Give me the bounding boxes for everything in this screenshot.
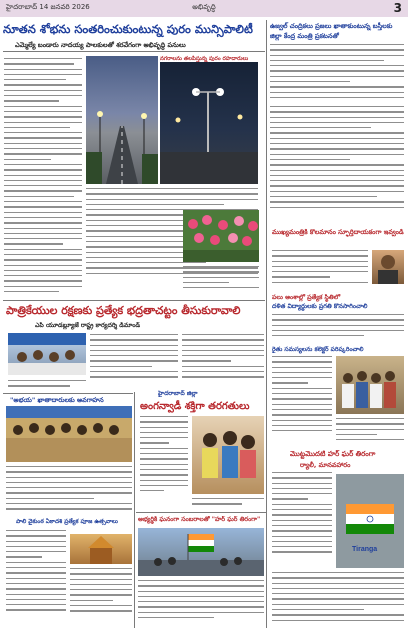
- column-divider-right: [266, 20, 267, 628]
- bottom-right-article-2: [272, 572, 404, 626]
- lamp-post-icon: [160, 62, 258, 184]
- lead-article-col1: [4, 58, 82, 298]
- police-subhead: ఎపి యూడబ్ల్యూజే రాష్ట్ర కార్యదర్శి డిమాండ్: [35, 322, 141, 329]
- bottom-centre-article: [138, 580, 264, 626]
- crowd-icon: [6, 406, 132, 462]
- awareness-article: [6, 466, 132, 516]
- sports-headline: ముఖ్యమంత్రికి కొలమానం స్ఫూర్తిదాయకంగా ఇవ్వండి: [272, 228, 404, 236]
- children-icon: [192, 416, 264, 494]
- village-headline: రైతు సమస్యలను కలెక్టర్ పరిష్కరించాలి: [272, 346, 364, 353]
- middle-article: [183, 266, 259, 296]
- children-headline: అంగన్వాడీ శక్తిగా తరగతులు: [140, 401, 250, 412]
- meeting-icon: [8, 333, 86, 375]
- right-top-subhead: జిల్లా కేంద్ర మంత్రి ప్రకటనతో: [270, 32, 339, 40]
- awareness-rule: [3, 393, 133, 394]
- awareness-headline: "అభయ" ఖాతాదారులకు అవగాహన: [10, 396, 104, 404]
- bottom-right-subhead: ర్యాలీ, మానవహారం: [300, 461, 351, 469]
- bottom-centre-headline: అభ్యర్థికి ఘనంగా సంబరాలతో "హర్ ఘర్ తిరంగా": [138, 516, 261, 523]
- page-number: 3: [393, 1, 402, 15]
- flower-icon: [183, 210, 259, 262]
- flag-event-photo: [138, 528, 264, 576]
- right-column-article: [270, 106, 404, 224]
- lead-headline: నూతన శోభను సంతరించుకుంటున్న పురం మున్సిపాలిటీ: [3, 22, 253, 36]
- street-lamp-icon: [86, 56, 158, 184]
- police-rule-top: [3, 300, 265, 301]
- temple-photo: [70, 534, 132, 564]
- children-article-2: [192, 498, 264, 508]
- bottom-left-article: [6, 530, 66, 624]
- page-header: [0, 0, 408, 17]
- children-photo: [192, 416, 264, 494]
- right-top-headline: ఉజ్వల్ చంద్రికలు ప్రజలు ఖాతాకుంటున్న బస్తీలకు: [270, 22, 393, 30]
- bottom-left-article-2: [70, 568, 132, 624]
- flag-icon: [336, 474, 404, 568]
- header-section: అభివృద్ధి: [192, 3, 216, 11]
- right-top-article: [270, 44, 404, 104]
- village-photo: [336, 356, 404, 414]
- right-mid-subhead: దళిత విద్యార్థులకు ప్రగతి కొనసాగించాలి: [272, 303, 368, 310]
- person-icon: [372, 250, 404, 284]
- bottom-right-article: [272, 472, 332, 568]
- column-divider-left: [134, 392, 135, 628]
- press-meeting-photo: [8, 333, 86, 375]
- bottom-left-headline: పాలి వైకుంఠ ఏకాదశి ప్రత్యేక పూజ ఉత్సవాలు: [16, 519, 118, 525]
- flag-icon: [138, 528, 264, 576]
- right-mid-headline: పలు అంశాల్లో ప్రత్యేక స్థితిలో: [272, 294, 341, 301]
- header-date: హైదరాబాద్ 14 జనవరి 2026: [6, 3, 90, 11]
- lead-rule: [3, 51, 265, 52]
- tiranga-photo: [336, 474, 404, 568]
- sports-article: [272, 250, 368, 290]
- tiranga-badge: Tiranga: [352, 546, 378, 553]
- children-article: [140, 416, 188, 508]
- right-mid-article: [272, 314, 404, 344]
- police-article-col3: [8, 380, 86, 394]
- temple-icon: [70, 534, 132, 564]
- bottom-right-headline: మొట్టమొదటి హర్ ఘర్ తిరంగా: [290, 450, 376, 458]
- flower-photo: [183, 210, 259, 262]
- police-article-col2: [182, 334, 264, 384]
- village-article-2: [336, 418, 404, 446]
- lead-subhead: ఎమ్మెల్యే బండారు నాదయ్య పాలకులతో శరవేగంగా అభివృద్ధి పనులు: [15, 41, 186, 49]
- sports-photo: [372, 250, 404, 284]
- lead-photo-caption: నగరాలను తలపిస్తున్న పురం రహదారులు: [160, 56, 249, 62]
- lead-photo-night: [160, 62, 258, 184]
- awareness-photo: [6, 406, 132, 462]
- police-article-col1: [90, 334, 178, 384]
- police-headline: పాత్రికేయుల రక్షణకు ప్రత్యేక భద్రతాచట్టం తీసుకురావాలి: [6, 304, 241, 317]
- bottom-centre-rule: [136, 512, 266, 513]
- village-article: [272, 356, 332, 446]
- lead-photo-road: [86, 56, 158, 184]
- children-kicker: హైదరాబాద్ జిల్లా: [158, 390, 198, 397]
- group-icon: [336, 356, 404, 414]
